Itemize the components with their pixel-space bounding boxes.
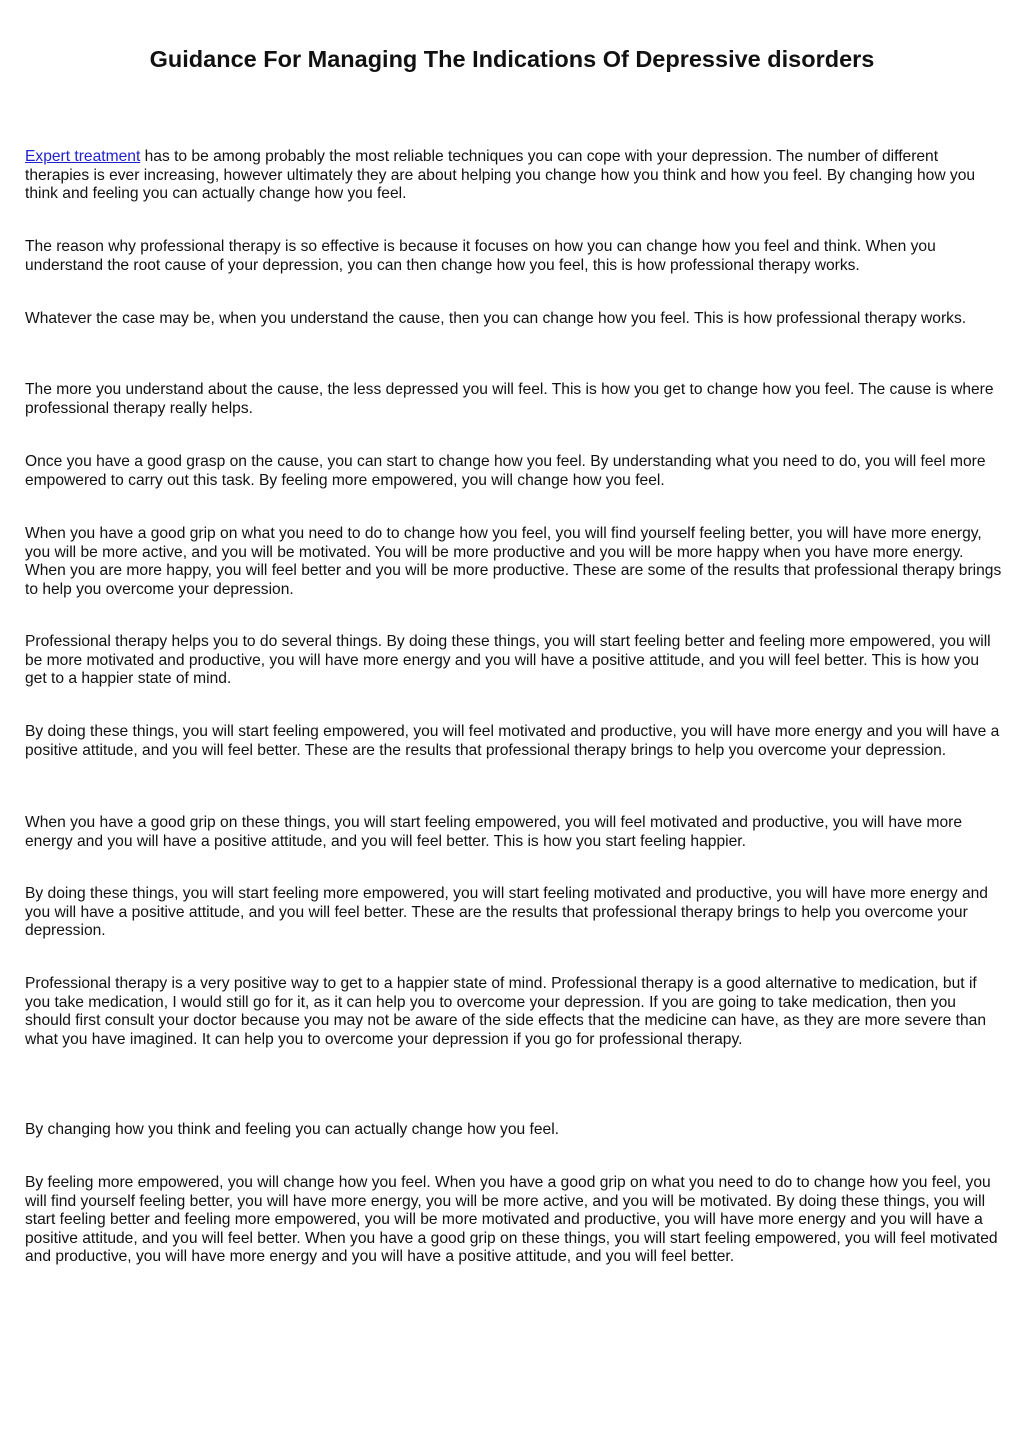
intro-paragraph-text: has to be among probably the most reliable techniques you can cope with your depression. The number of different therapies is ever increasing, however ultimately they are about helping you change how you think and how you feel. By changing how you think and feeling you can actually change how you feel. <box>25 148 976 203</box>
paragraph: When you have a good grip on what you need to do to change how you feel, you will find yourself feeling better, you will have more energy, you will be more active, and you will be motivated. You will be more productive and you will be more happy when you have more energy. When you are more happy, you will feel better and you will be more productive. These are some of the results that professional therapy brings to help you overcome your depression. <box>25 525 1002 598</box>
paragraph: By changing how you think and feeling you can actually change how you feel. <box>25 1121 560 1138</box>
paragraph: By doing these things, you will start feeling more empowered, you will start feeling motivated and productive, you will have more energy and you will have a positive attitude, and you will feel better. These are the results that professional therapy brings to help you overcome your depression. <box>25 885 988 940</box>
paragraph: Once you have a good grasp on the cause, you can start to change how you feel. By understanding what you need to do, you will feel more empowered to carry out this task. By feeling more empowered, you will change how you feel. <box>25 453 986 489</box>
paragraph: When you have a good grip on these things, you will start feeling empowered, you will feel motivated and productive, you will have more energy and you will have a positive attitude, and you will feel better. This is how you start feeling happier. <box>25 814 963 850</box>
paragraph: The more you understand about the cause, the less depressed you will feel. This is how you get to change how you feel. The cause is where professional therapy really helps. <box>25 381 994 417</box>
paragraph: By feeling more empowered, you will change how you feel. When you have a good grip on what you need to do to change how you feel, you will find yourself feeling better, you will have more energy, you will be more active, and you will be motivated. By doing these things, you will start feeling better and feeling more empowered, you will be more motivated and productive, you will have more energy and you will have a positive attitude, and you will feel better. When you have a good grip on these things, you will start feeling empowered, you will feel motivated and productive, you will have more energy and you will have a positive attitude, and you will feel better. <box>25 1174 998 1266</box>
expert-treatment-link[interactable]: Expert treatment <box>25 148 141 165</box>
intro-paragraph <box>25 148 1003 204</box>
paragraph: By doing these things, you will start feeling empowered, you will feel motivated and productive, you will have more energy and you will have a positive attitude, and you will feel better. These are the results that professional therapy brings to help you overcome your depression. <box>25 723 1000 759</box>
paragraph: The reason why professional therapy is so effective is because it focuses on how you can change how you feel and think. When you understand the root cause of your depression, you can then change how you feel, this is how professional therapy works. <box>25 238 936 274</box>
paragraph: Whatever the case may be, when you understand the cause, then you can change how you feel. This is how professional therapy works. <box>25 310 967 327</box>
paragraph: Professional therapy is a very positive way to get to a happier state of mind. Professional therapy is a good alternative to medication, but if you take medication, I would still go for it, as it can help you to overcome your depression. If you are going to take medication, then you should first consult your doctor because you may not be aware of the side effects that the medicine can have, as they are more severe than what you have imagined. It can help you to overcome your depression if you go for professional therapy. <box>25 975 987 1048</box>
page-title: Guidance For Managing The Indications Of Depressive disorders <box>149 46 875 72</box>
paragraph: Professional therapy helps you to do several things. By doing these things, you will start feeling better and feeling more empowered, you will be more motivated and productive, you will have more energy and you will have a positive attitude, and you will feel better. This is how you get to a happier state of mind. <box>25 633 991 688</box>
